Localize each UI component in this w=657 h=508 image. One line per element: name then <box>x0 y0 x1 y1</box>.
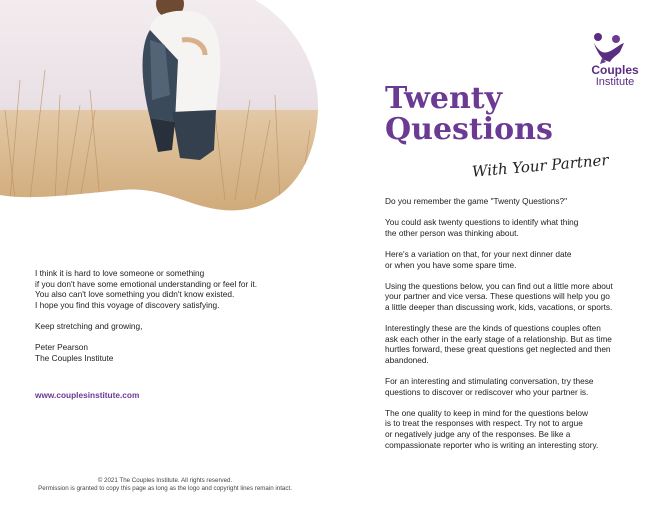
logo-wordmark <box>575 64 655 88</box>
permission-line: Permission is granted to copy this page as long as the logo and copyright lines remain intact. <box>38 485 292 492</box>
website-link[interactable]: www.couplesinstitute.com <box>35 390 140 400</box>
paragraph-variation: Here's a variation on that, for your next dinner date or when you have some spare time. <box>385 248 572 270</box>
author-note-intro: I think it is hard to love someone or something if you don't have some emotional understanding or feel for it. You also can't love something you didn't know existed. I hope you find this voyage of discovery satisfying. <box>35 268 258 310</box>
paragraph-conversation: For an interesting and stimulating conversation, try these questions to discover or rediscover who your partner is. <box>385 376 594 397</box>
paragraph-using-questions: Using the questions below, you can find out a little more about your partner and vice versa. These questions will help you go a little deeper than discussing work, kids, vacations, or sports. <box>385 280 613 312</box>
copyright-footer <box>20 477 310 493</box>
author-signature: Peter Pearson The Couples Institute <box>35 342 114 363</box>
paragraph-quality: The one quality to keep in mind for the questions below is to treat the responses with respect. Try not to argue or negatively judge any of the responses. Be like a compassionate reporter who is writing an interesting story. <box>385 407 599 450</box>
intro-text-column <box>385 196 655 461</box>
script-subtitle <box>470 148 630 188</box>
paragraph-game: Do you remember the game "Twenty Questions?" <box>385 196 568 206</box>
couple-photo <box>0 0 330 232</box>
title-line1: Twenty <box>385 81 503 116</box>
author-note-closing: Keep stretching and growing, <box>35 320 143 331</box>
author-note <box>35 268 325 363</box>
script-subtitle-text: With Your Partner <box>471 150 610 181</box>
title-line2: Questions <box>385 112 553 147</box>
paragraph-interestingly: Interestingly these are the kinds of questions couples often ask each other in the early stage of a relationship. But as time hurtles forward, these great questions get neglected and then abandoned. <box>385 323 612 365</box>
logo-line2: Institute <box>595 76 635 88</box>
logo-line1: Couples <box>591 63 639 77</box>
copyright-line: © 2021 The Couples Institute. All rights reserved. <box>97 477 233 484</box>
page-title <box>385 83 553 145</box>
paragraph-twenty-questions: You could ask twenty questions to identify what thing the other person was thinking about. <box>385 217 579 238</box>
